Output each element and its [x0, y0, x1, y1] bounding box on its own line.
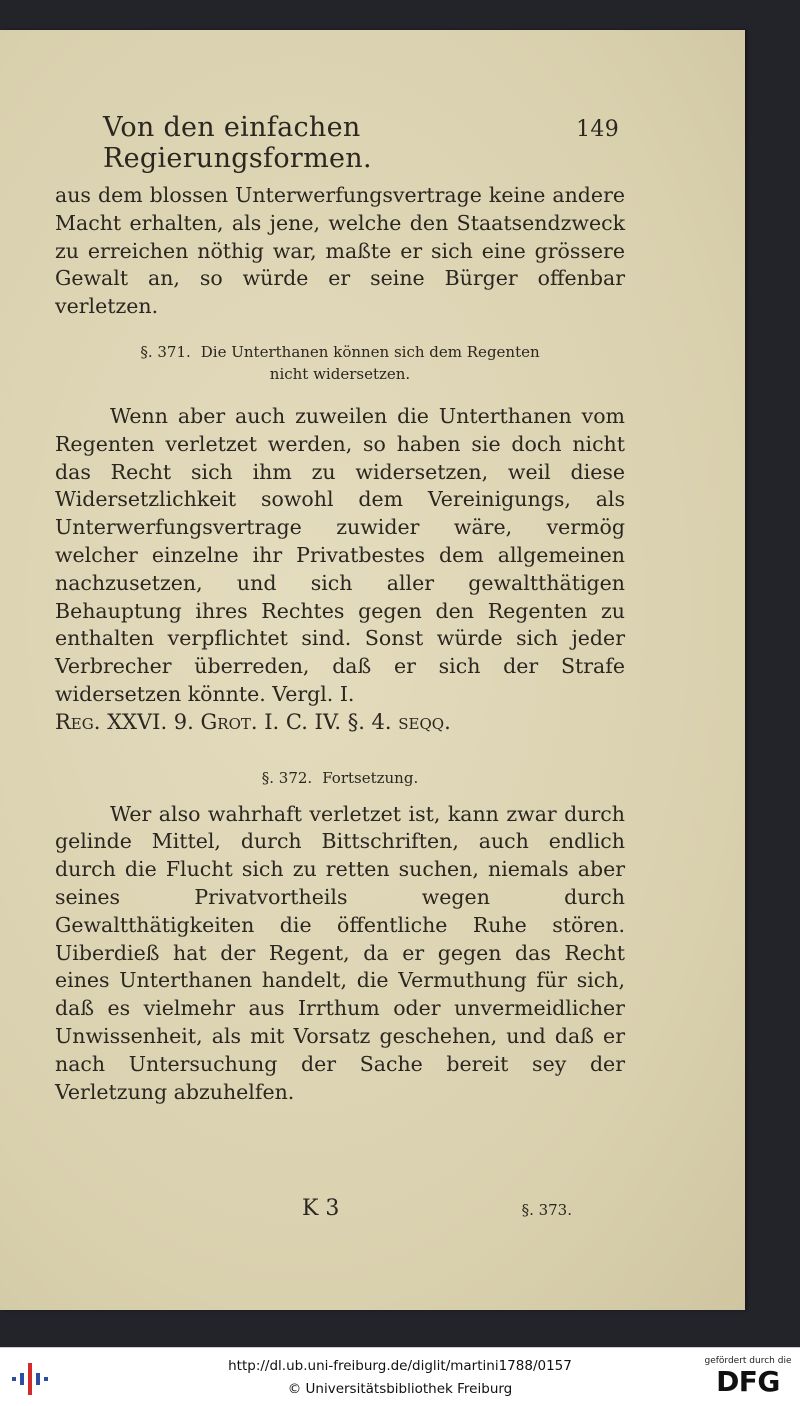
permalink-url[interactable]: http://dl.ub.uni-freiburg.de/diglit/martini1788/0157	[228, 1358, 572, 1374]
section-371-number: §. 371.	[140, 342, 191, 361]
paragraph-2-text: Wenn aber auch zuweilen die Unterthanen vom Regenten verletzet werden, so haben sie doch nicht das Recht sich ihm zu widersetzen, weil diese Widersetzlichkeit sowohl dem Vereinigungs, als Unterwerfungsvertrage zuwider wäre, vermög welcher einzelne ihr Privatbestes dem allgemeinen nachzusetzen, und sich aller gewaltthätigen Behauptung ihres Rechtes gegen den Regenten zu enthalten verpflichtet sind. Sonst würde sich jeder Verbrecher überreden, daß er sich der Strafe widersetzen könnte. Vergl. I.	[55, 403, 625, 706]
copyright-notice: © Universitätsbibliothek Freiburg	[287, 1381, 513, 1397]
paragraph-3: Wer also wahrhaft verletzet ist, kann zwar durch gelinde Mittel, durch Bittschriften, auch endlich durch die Flucht sich zu retten suchen, niemals aber seines Privatvortheils wegen durch Gewaltthätigkeiten die öffentliche Ruhe stören. Uiberdieß hat der Regent, da er gegen das Recht eines Unterthanen handelt, die Vermuthung für sich, daß es vielmehr aus Irrthum oder unvermeidlicher Unwissenheit, als mit Vorsatz geschehen, und daß er nach Untersuchung der Sache bereit sey der Verletzung abzuhelfen.	[55, 801, 625, 1104]
section-371-title-line-1: Die Unterthanen können sich dem Regenten	[200, 342, 540, 361]
paragraph-2	[55, 403, 625, 737]
section-372-number: §. 372.	[261, 768, 313, 787]
running-head	[103, 112, 619, 174]
section-372-title: Fortsetzung.	[322, 768, 419, 787]
page-footer	[302, 1196, 572, 1221]
citation: Reg. XXVI. 9. Grot. I. C. IV. §. 4. seqq.	[55, 709, 451, 734]
section-372-heading	[55, 767, 625, 789]
page-number: 149	[576, 117, 619, 142]
paragraph-1: aus dem blossen Unterwerfungsvertrage keine andere Macht erhalten, als jene, welche den Staatsendzweck zu erreichen nöthig war, maßte er sich eine grössere Gewalt an, so würde er seine Bürger offenbar verletzen.	[55, 183, 625, 319]
running-head-title: Von den einfachen Regierungsformen.	[103, 112, 372, 174]
page-text-block	[55, 112, 625, 1106]
signature-mark: K 3	[302, 1196, 340, 1221]
funder-caption: gefördert durch die	[704, 1356, 792, 1366]
book-page	[0, 30, 745, 1310]
section-371-heading	[55, 341, 625, 385]
section-371-title-line-2: nicht widersetzen.	[269, 364, 411, 383]
dfg-logo-text: DFG	[716, 1365, 780, 1398]
dfg-logo[interactable]	[700, 1356, 796, 1404]
catchword: §. 373.	[521, 1201, 572, 1219]
viewer-footer-bar	[0, 1347, 800, 1406]
